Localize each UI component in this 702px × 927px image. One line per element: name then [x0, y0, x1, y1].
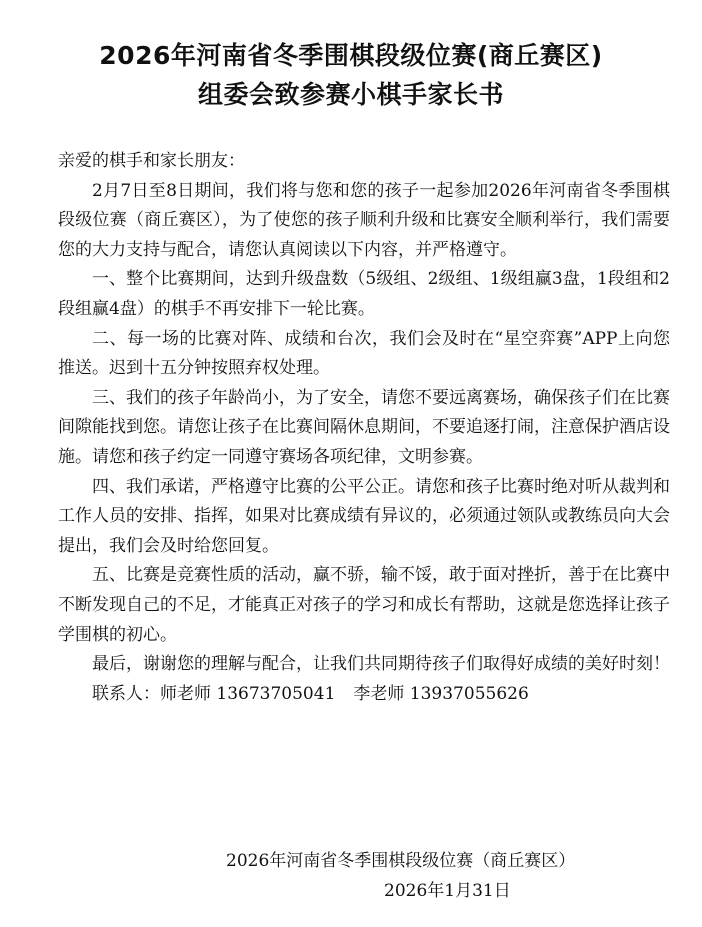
paragraph-rule-3: 三、我们的孩子年龄尚小，为了安全，请您不要远离赛场，确保孩子们在比赛间隙能找到您。请您让孩子在比赛间隔休息期间，不要追逐打闹，注意保护酒店设施。请您和孩子约定一同遵守赛场各项纪律，文明参赛。	[58, 387, 670, 467]
contact-person-1: 师老师 13673705041	[160, 683, 336, 704]
greeting: 亲爱的棋手和家长朋友：	[58, 151, 245, 171]
paragraph-closing: 最后，谢谢您的理解与配合，让我们共同期待孩子们取得好成绩的美好时刻！	[92, 654, 670, 675]
contact-line	[58, 680, 670, 710]
signature: 2026年河南省冬季围棋段级位赛（商丘赛区）	[226, 851, 576, 871]
signature-date: 2026年1月31日	[384, 881, 511, 901]
paragraph-intro: 2月7日至8日期间，我们将与您和您的孩子一起参加2026年河南省冬季围棋段级位赛（商丘赛区），为了使您的孩子顺利升级和比赛安全顺利举行，我们需要您的大力支持与配合，请您认真阅读以下内容，并严格遵守。	[58, 180, 670, 260]
paragraph-rule-4: 四、我们承诺，严格遵守比赛的公平公正。请您和孩子比赛时绝对听从裁判和工作人员的安排、指挥，如果对比赛成绩有异议的，必须通过领队或教练员向大会提出，我们会及时给您回复。	[58, 476, 670, 556]
document-title-line-2: 组委会致参赛小棋手家长书	[197, 80, 504, 109]
paragraph-rule-1: 一、整个比赛期间，达到升级盘数（5级组、2级组、1级组赢3盘，1段组和2段组赢4盘）的棋手不再安排下一轮比赛。	[58, 269, 670, 319]
letter-body	[58, 147, 670, 709]
contact-label: 联系人：	[92, 683, 160, 704]
paragraph-rule-5: 五、比赛是竞赛性质的活动，赢不骄，输不馁，敢于面对挫折，善于在比赛中不断发现自己的不足，才能真正对孩子的学习和成长有帮助，这就是您选择让孩子学围棋的初心。	[58, 565, 670, 645]
document-title-line-1: 2026年河南省冬季围棋段级位赛(商丘赛区)	[99, 41, 603, 70]
paragraph-rule-2: 二、每一场的比赛对阵、成绩和台次，我们会及时在“星空弈赛”APP上向您推送。迟到十五分钟按照弃权处理。	[58, 328, 670, 379]
contact-person-2: 李老师 13937055626	[353, 683, 529, 704]
